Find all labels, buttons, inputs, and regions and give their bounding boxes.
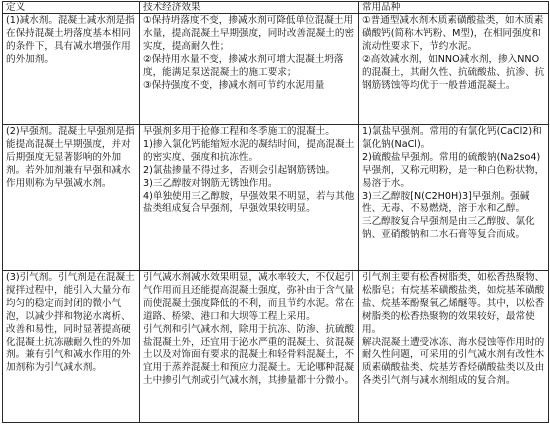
cell-varieties: 引气剂主要有松香树脂类，如松香热聚物、松脂皂；有烷基苯磺酸盐类，如烷基苯磺酸盐、烷基苯酚聚氧乙烯醚等。其中，以松香树脂类的松香热聚物的效果较好，最常使用。 解决混凝土遭受冰冻、海水侵蚀等作用时的耐久性问题，可采用的引气减水剂有改性木质素磺酸盐类、烷基芳香烃磺酸盐类以及由各类引气剂与减水剂组成的复合剂。	[359, 271, 549, 423]
header-varieties: 常用品种	[359, 2, 549, 14]
admixture-table	[2, 1, 549, 423]
cell-definition: (3)引气剂。引气剂是在混凝土搅拌过程中，能引入大量分布均匀的稳定而封闭的微小气泡，以减少拌和物泌水离析、改善和易性，同时显著提高硬化混凝土抗冻融耐久性的外加剂。兼有引气和减水作用的外加剂称为引气减水剂。	[3, 271, 140, 423]
table-header-row	[3, 2, 549, 14]
cell-definition: (1)减水剂。混凝土减水剂是指在保持混凝土坍落度基本相同的条件下，具有减水增强作用的外加剂。	[3, 14, 140, 125]
table-row	[3, 271, 549, 423]
cell-varieties: ①普通型减水剂木质素磺酸盐类，如木质素磺酸钙(简称木钙粉、M型)，在相同强度和流动性要求下，节约水泥。 ②高效减水剂，如NNO减水剂，掺入NNO的混凝土，其耐久性、抗硫酸盐、抗渗、抗钢筋锈蚀等均优于一般普通混凝土。	[359, 14, 549, 125]
cell-effects: 引气减水剂减水效果明显，减水率较大，不仅起引气作用而且还能提高混凝土强度，弥补由于含气量而使混凝土强度降低的不利，而且节约水泥。常在道路、桥梁、港口和大坝等工程上采用。 引气剂和引气减水剂，除用于抗冻、防渗、抗硫酸盐混凝土外，还宜用于泌水严重的混凝土、贫混凝土以及对饰面有要求的混凝土和轻骨料混凝土，不宜用于蒸养混凝土和预应力混凝土。无论哪种混凝土中掺引气剂或引气减水剂，其掺量都十分微小。	[140, 271, 359, 423]
header-effects: 技术经济效果	[140, 2, 359, 14]
header-definition: 定义	[3, 2, 140, 14]
cell-definition: (2)早强剂。混凝土早强剂是指能提高混凝土早期强度，并对后期强度无显著影响的外加剂。若外加剂兼有早强和减水作用则称为早强减水剂。	[3, 125, 140, 271]
cell-effects: ①保持坍落度不变，掺减水剂可降低单位混凝土用水量，提高混凝土早期强度，同时改善混凝土的密实度，提高耐久性； ②保持用水量不变，掺减水剂可增大混凝土坍落度，能满足泵送混凝土的施工要求； ③保持强度不变，掺减水剂可节约水泥用量	[140, 14, 359, 125]
cell-varieties: 1)氯盐早强剂。常用的有氯化钙(CaCl2)和氯化钠(NaCl)。 2)硫酸盐早强剂。常用的硫酸钠(Na2so4)早强剂，又称元明粉，是一种白色粉状物，易溶于水。 3)三乙醇胺[N(C2H0H)3]早强剂。强碱性、无毒、不易燃烧，溶于水和乙醇。 三乙醇胺复合早强剂是由三乙醇胺、氯化钠、亚硝酸钠和二水石膏等复合而成。	[359, 125, 549, 271]
table-row	[3, 14, 549, 125]
table-row	[3, 125, 549, 271]
cell-effects: 早强剂多用于抢修工程和冬季施工的混凝土。 1)掺入氯化钙能缩短水泥的凝结时间，提高混凝土的密实度、强度和抗冻性。 2)氯盐掺量不得过多，否则会引起钢筋锈蚀。 3)三乙醇胺对钢筋无锈蚀作用。 4)单独使用三乙醇胺，早强效果不明显，若与其他盐类组成复合早强剂，早强效果较明显。	[140, 125, 359, 271]
